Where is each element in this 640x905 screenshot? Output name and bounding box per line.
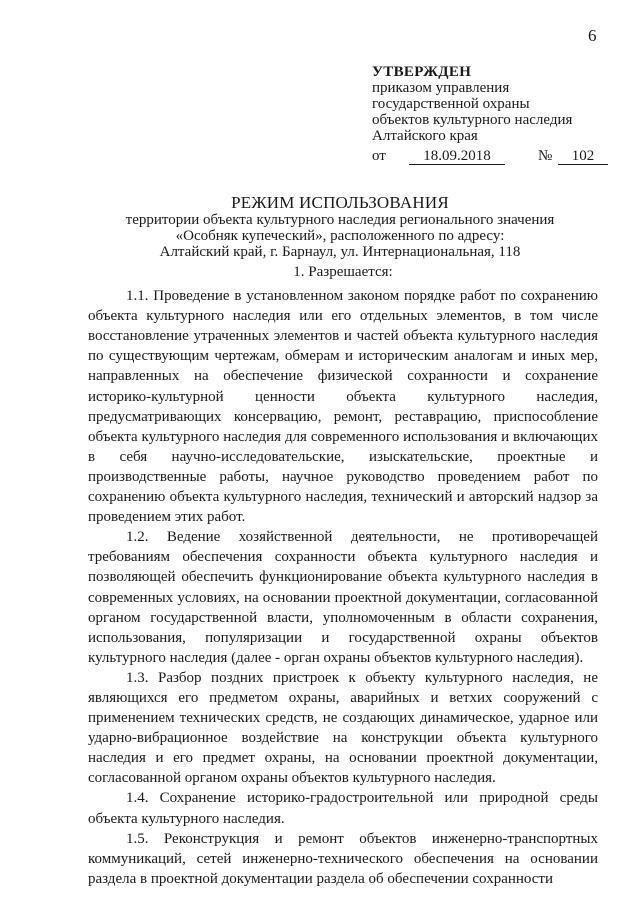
document-subtitle-line: территории объекта культурного наследия регионального значения [125, 212, 555, 228]
approval-line: государственной охраны [372, 96, 530, 112]
paragraph-1-3: 1.3. Разбор поздних пристроек к объекту культурного наследия, не являющихся его предметом охраны, аварийных и ветхих сооружений с применением технических средств, не создающих динамическое, ударное или ударно-вибрационное воздействие на конструкции объекта культурного наследия и его предмет охраны, на основании проектной документации, согласованной органом охраны объектов культурного наследия. [88, 669, 598, 787]
approval-line: приказом управления [372, 80, 510, 96]
page-number: 6 [588, 26, 597, 45]
paragraph-1-1: 1.1. Проведение в установленном законом порядке работ по сохранению объекта культурного наследия или его отдельных элементов, в том числе восстановление утраченных элементов и частей объекта культурного наследия по существующим чертежам, обмерам и историческим аналогам и иных мер, направленных на обеспечение физической сохранности и сохранение историко-культурной ценности объекта культурного наследия, предусматривающих консервацию, ремонт, реставрацию, приспособление объекта культурного наследия для современного использования и включающих в себя научно-исследовательские, изыскательские, проектные и производственные работы, научное руководство проведением работ по сохранению объекта культурного наследия, технический и авторский надзор за проведением этих работ. [88, 288, 598, 526]
date-prefix: от [372, 148, 386, 164]
paragraph-1-4: 1.4. Сохранение историко-градостроительной или природной среды объекта культурного наследия. [88, 790, 598, 827]
approval-block [372, 64, 612, 166]
number-prefix: № [538, 148, 553, 164]
paragraph-1-2: 1.2. Ведение хозяйственной деятельности, не противоречащей требованиям обеспечения сохранности объекта культурного наследия и позволяющей обеспечить функционирование объекта культурного наследия в современных условиях, на основании проектной документации, согласованной органом государственной власти, уполномоченным в области сохранения, использования, популяризации и государственной охраны объектов культурного наследия (далее - орган охраны объектов культурного наследия). [88, 529, 598, 666]
approval-number: 102 [558, 148, 608, 165]
document-subtitle-line: «Особняк купеческий», расположенного по адресу: [175, 228, 505, 244]
approval-title: УТВЕРЖДЕН [372, 64, 472, 80]
paragraph-1-5: 1.5. Реконструкция и ремонт объектов инженерно-транспортных коммуникаций, сетей инженерно-технического обеспечения на основании раздела в проектной документации раздела об обеспечении сохранности [88, 830, 598, 887]
document-subtitle-line: Алтайский край, г. Барнаул, ул. Интернациональная, 118 [159, 244, 521, 260]
approval-date: 18.09.2018 [409, 148, 505, 165]
approval-date-row [372, 146, 612, 166]
section-heading: 1. Разрешается: [293, 264, 393, 280]
approval-line: объектов культурного наследия [372, 112, 573, 128]
document-header [80, 194, 600, 260]
document-body [88, 262, 598, 889]
approval-line: Алтайского края [372, 128, 478, 144]
document-title: РЕЖИМ ИСПОЛЬЗОВАНИЯ [231, 193, 449, 212]
